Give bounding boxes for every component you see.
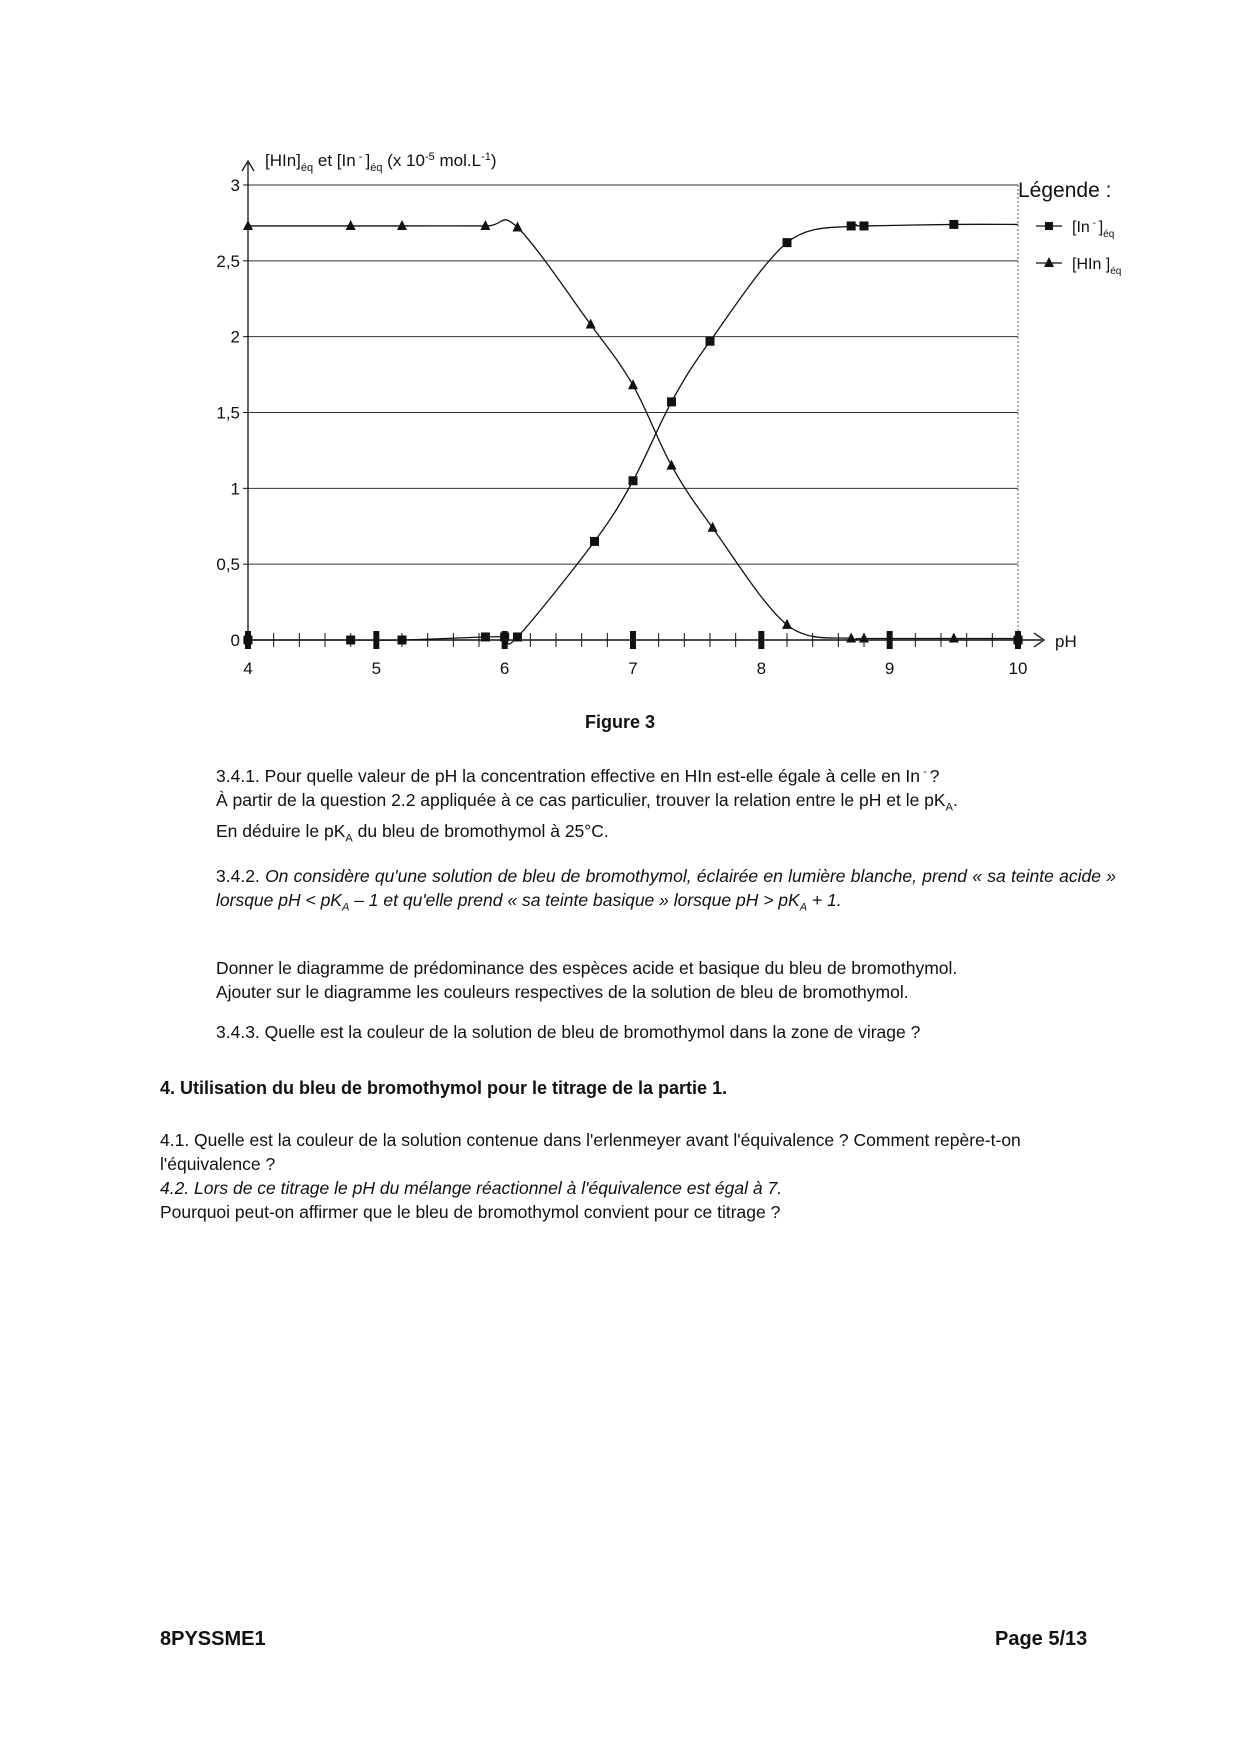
y-tick-label-1: 0,5 bbox=[216, 555, 240, 575]
y-tick-label-0: 0 bbox=[230, 631, 240, 650]
point-in-minus-2 bbox=[398, 636, 407, 645]
point-hin-9 bbox=[782, 619, 792, 629]
point-hin-11 bbox=[859, 632, 869, 642]
point-in-minus-6 bbox=[590, 537, 599, 546]
point-in-minus-13 bbox=[949, 220, 958, 229]
point-in-minus-3 bbox=[481, 632, 490, 641]
legend-title: Légende : bbox=[1018, 179, 1112, 202]
legend bbox=[1018, 179, 1121, 277]
grid-lines bbox=[248, 185, 1018, 640]
y-tick-label-6: 3 bbox=[230, 176, 240, 195]
curve-hin bbox=[248, 220, 1018, 640]
question-3-4-3: 3.4.3. Quelle est la couleur de la solution de bleu de bromothymol dans la zone de virage ? bbox=[216, 1022, 921, 1042]
x-tick-label-0: 4 bbox=[243, 659, 253, 678]
axis-point-5 bbox=[887, 631, 893, 649]
point-in-minus-7 bbox=[629, 476, 638, 485]
curve-in-minus bbox=[248, 224, 1018, 644]
point-in-minus-5 bbox=[513, 632, 522, 641]
y-axis-label: $[HIn]_{éq}$ et [In - ]$_{éq}$ (x $10^{-5}$ $mol.L^{-1}$) bbox=[265, 151, 497, 174]
point-hin-0 bbox=[243, 220, 253, 230]
legend-marker-square bbox=[1045, 222, 1053, 230]
axis-point-1 bbox=[373, 631, 379, 649]
point-in-minus-8 bbox=[667, 397, 676, 406]
x-tick-labels bbox=[243, 659, 1027, 678]
point-hin-12 bbox=[949, 632, 959, 642]
legend-marker-triangle bbox=[1044, 257, 1054, 267]
footer-page-number: Page 5/13 bbox=[995, 1628, 1088, 1650]
section-4-heading: 4. Utilisation du bleu de bromothymol pour le titrage de la partie 1. bbox=[160, 1078, 728, 1098]
axis-point-0 bbox=[245, 631, 251, 649]
point-hin-2 bbox=[397, 220, 407, 230]
x-tick-label-2: 6 bbox=[499, 659, 510, 678]
point-in-minus-9 bbox=[706, 337, 715, 346]
data-markers bbox=[243, 220, 1023, 649]
question-3-4-2: 3.4.2. On considère qu'une solution de bleu de bromothymol, éclairée en lumière blanche, prend « sa teinte acide » lorsque pH < $pK_A - 1$ et qu'elle prend « sa teinte basique » lorsque pH > $pK_A + 1$. bbox=[216, 866, 1116, 914]
x-axis-label: pH bbox=[1055, 632, 1077, 651]
point-hin-4 bbox=[513, 221, 523, 231]
x-tick-label-6: 10 bbox=[1008, 659, 1028, 678]
point-in-minus-10 bbox=[783, 238, 792, 247]
point-in-minus-1 bbox=[346, 636, 355, 645]
x-tick-label-1: 5 bbox=[371, 659, 382, 678]
data-curves bbox=[248, 220, 1018, 644]
question-4-1: 4.1. Quelle est la couleur de la solution contenue dans l'erlenmeyer avant l'équivalence ? Comment repère-t-on l'équivalence ? bbox=[160, 1130, 1021, 1174]
question-3-4-2-instructions: Donner le diagramme de prédominance des espèces acide et basique du bleu de bromothymol. Ajouter sur le diagramme les couleurs respectives de la solution de bleu de bromothymol. bbox=[216, 958, 958, 1002]
y-tick-label-5: 2,5 bbox=[216, 251, 240, 271]
figure-3-chart bbox=[0, 0, 1240, 700]
footer-code: 8PYSSME1 bbox=[160, 1628, 266, 1650]
point-hin-7 bbox=[667, 460, 677, 470]
point-hin-1 bbox=[346, 220, 356, 230]
legend-label-in: [In - ]$_{éq}$ bbox=[1072, 218, 1115, 240]
legend-label-hin: [HIn ]$_{éq}$ bbox=[1072, 256, 1122, 277]
point-hin-3 bbox=[480, 220, 490, 230]
figure-caption: Figure 3 bbox=[584, 712, 655, 732]
y-tick-label-4: 2 bbox=[230, 327, 240, 347]
axis-point-2 bbox=[502, 631, 508, 649]
axis-point-6 bbox=[1015, 631, 1021, 649]
x-tick-label-4: 8 bbox=[756, 659, 767, 678]
x-tick-label-3: 7 bbox=[628, 659, 638, 678]
y-tick-labels bbox=[216, 176, 240, 650]
point-in-minus-11 bbox=[847, 221, 856, 230]
x-tick-label-5: 9 bbox=[884, 659, 895, 678]
axis-point-4 bbox=[758, 631, 764, 649]
question-4-2: 4.2. Lors de ce titrage le pH du mélange réactionnel à l'équivalence est égal à 7. Pourquoi peut-on affirmer que le bleu de bromothymol convient pour ce titrage ? bbox=[160, 1178, 783, 1222]
point-hin-6 bbox=[628, 379, 638, 389]
point-in-minus-12 bbox=[860, 221, 869, 230]
y-tick-label-2: 1 bbox=[230, 479, 240, 499]
question-3-4-1: 3.4.1. Pour quelle valeur de pH la concentration effective en HIn est-elle égale à celle en In - ? À partir de la question 2.2 appliquée à ce cas particulier, trouver la relation entre le pH et le $pK_A$. En déduire le $pK_A$ du bleu de bromothymol à 25°C. bbox=[216, 765, 958, 845]
y-tick-label-3: 1,5 bbox=[216, 403, 240, 423]
axis-point-3 bbox=[630, 631, 636, 649]
